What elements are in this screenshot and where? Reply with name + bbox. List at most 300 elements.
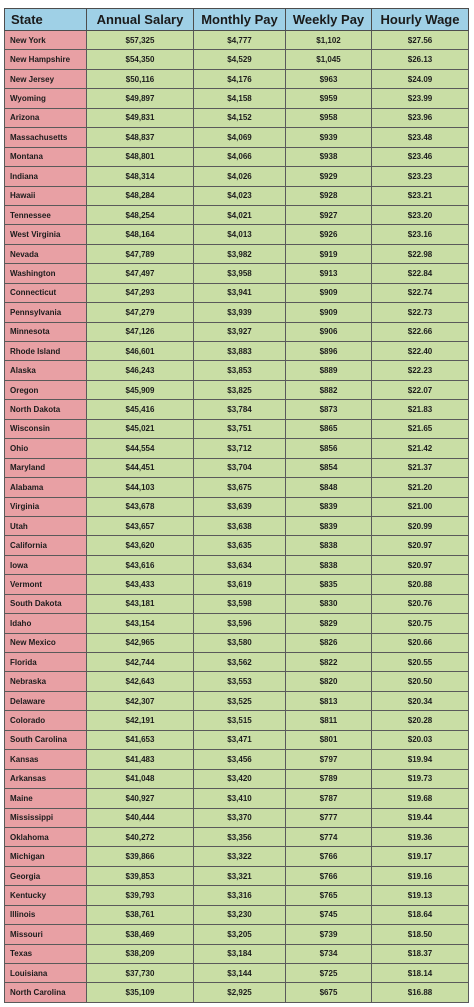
annual-salary-cell: $38,761 bbox=[87, 905, 194, 924]
weekly-pay-cell: $838 bbox=[286, 536, 372, 555]
annual-salary-cell: $43,620 bbox=[87, 536, 194, 555]
monthly-pay-cell: $4,013 bbox=[194, 225, 286, 244]
monthly-pay-cell: $3,704 bbox=[194, 458, 286, 477]
state-cell: Wisconsin bbox=[5, 419, 87, 438]
monthly-pay-cell: $4,026 bbox=[194, 167, 286, 186]
table-row bbox=[5, 147, 469, 166]
state-cell: Colorado bbox=[5, 711, 87, 730]
hourly-wage-cell: $24.09 bbox=[372, 69, 469, 88]
weekly-pay-cell: $873 bbox=[286, 400, 372, 419]
table-row bbox=[5, 886, 469, 905]
weekly-pay-cell: $909 bbox=[286, 283, 372, 302]
annual-salary-cell: $43,616 bbox=[87, 555, 194, 574]
table-row bbox=[5, 225, 469, 244]
hourly-wage-cell: $18.64 bbox=[372, 905, 469, 924]
table-row bbox=[5, 322, 469, 341]
monthly-pay-cell: $3,370 bbox=[194, 808, 286, 827]
weekly-pay-cell: $789 bbox=[286, 769, 372, 788]
annual-salary-cell: $46,601 bbox=[87, 342, 194, 361]
hourly-wage-cell: $20.50 bbox=[372, 672, 469, 691]
table-row bbox=[5, 672, 469, 691]
weekly-pay-cell: $777 bbox=[286, 808, 372, 827]
table-row bbox=[5, 866, 469, 885]
column-header-hourly-wage: Hourly Wage bbox=[372, 9, 469, 31]
weekly-pay-cell: $813 bbox=[286, 691, 372, 710]
weekly-pay-cell: $854 bbox=[286, 458, 372, 477]
table-row bbox=[5, 361, 469, 380]
weekly-pay-cell: $734 bbox=[286, 944, 372, 963]
table-row bbox=[5, 594, 469, 613]
hourly-wage-cell: $22.07 bbox=[372, 380, 469, 399]
table-row bbox=[5, 964, 469, 983]
weekly-pay-cell: $801 bbox=[286, 730, 372, 749]
monthly-pay-cell: $3,958 bbox=[194, 264, 286, 283]
state-cell: Pennsylvania bbox=[5, 303, 87, 322]
monthly-pay-cell: $3,675 bbox=[194, 478, 286, 497]
weekly-pay-cell: $913 bbox=[286, 264, 372, 283]
weekly-pay-cell: $829 bbox=[286, 614, 372, 633]
monthly-pay-cell: $3,230 bbox=[194, 905, 286, 924]
table-row bbox=[5, 439, 469, 458]
annual-salary-cell: $40,272 bbox=[87, 827, 194, 846]
monthly-pay-cell: $3,941 bbox=[194, 283, 286, 302]
monthly-pay-cell: $3,634 bbox=[194, 555, 286, 574]
annual-salary-cell: $47,126 bbox=[87, 322, 194, 341]
annual-salary-cell: $42,307 bbox=[87, 691, 194, 710]
weekly-pay-cell: $725 bbox=[286, 964, 372, 983]
hourly-wage-cell: $23.48 bbox=[372, 128, 469, 147]
weekly-pay-cell: $766 bbox=[286, 866, 372, 885]
state-cell: Missouri bbox=[5, 925, 87, 944]
weekly-pay-cell: $856 bbox=[286, 439, 372, 458]
table-row bbox=[5, 497, 469, 516]
monthly-pay-cell: $3,853 bbox=[194, 361, 286, 380]
hourly-wage-cell: $23.20 bbox=[372, 205, 469, 224]
hourly-wage-cell: $23.23 bbox=[372, 167, 469, 186]
table-row bbox=[5, 808, 469, 827]
monthly-pay-cell: $3,927 bbox=[194, 322, 286, 341]
monthly-pay-cell: $3,321 bbox=[194, 866, 286, 885]
hourly-wage-cell: $20.55 bbox=[372, 653, 469, 672]
table-row bbox=[5, 555, 469, 574]
table-row bbox=[5, 167, 469, 186]
monthly-pay-cell: $3,316 bbox=[194, 886, 286, 905]
monthly-pay-cell: $3,410 bbox=[194, 789, 286, 808]
hourly-wage-cell: $21.83 bbox=[372, 400, 469, 419]
weekly-pay-cell: $938 bbox=[286, 147, 372, 166]
state-cell: New Hampshire bbox=[5, 50, 87, 69]
table-row bbox=[5, 730, 469, 749]
column-header-monthly-pay: Monthly Pay bbox=[194, 9, 286, 31]
state-cell: Idaho bbox=[5, 614, 87, 633]
annual-salary-cell: $49,897 bbox=[87, 89, 194, 108]
annual-salary-cell: $42,191 bbox=[87, 711, 194, 730]
table-row bbox=[5, 458, 469, 477]
monthly-pay-cell: $3,553 bbox=[194, 672, 286, 691]
annual-salary-cell: $43,181 bbox=[87, 594, 194, 613]
hourly-wage-cell: $21.37 bbox=[372, 458, 469, 477]
table-row bbox=[5, 50, 469, 69]
weekly-pay-cell: $865 bbox=[286, 419, 372, 438]
annual-salary-cell: $43,657 bbox=[87, 516, 194, 535]
state-cell: Alaska bbox=[5, 361, 87, 380]
monthly-pay-cell: $3,420 bbox=[194, 769, 286, 788]
annual-salary-cell: $43,154 bbox=[87, 614, 194, 633]
annual-salary-cell: $50,116 bbox=[87, 69, 194, 88]
weekly-pay-cell: $826 bbox=[286, 633, 372, 652]
column-header-weekly-pay: Weekly Pay bbox=[286, 9, 372, 31]
monthly-pay-cell: $4,529 bbox=[194, 50, 286, 69]
weekly-pay-cell: $745 bbox=[286, 905, 372, 924]
table-body bbox=[5, 31, 469, 1003]
state-cell: Oklahoma bbox=[5, 827, 87, 846]
state-cell: New Mexico bbox=[5, 633, 87, 652]
annual-salary-cell: $45,909 bbox=[87, 380, 194, 399]
table-row bbox=[5, 633, 469, 652]
state-cell: Wyoming bbox=[5, 89, 87, 108]
state-cell: Illinois bbox=[5, 905, 87, 924]
state-cell: North Dakota bbox=[5, 400, 87, 419]
state-cell: Minnesota bbox=[5, 322, 87, 341]
weekly-pay-cell: $766 bbox=[286, 847, 372, 866]
monthly-pay-cell: $4,158 bbox=[194, 89, 286, 108]
monthly-pay-cell: $4,069 bbox=[194, 128, 286, 147]
table-row bbox=[5, 419, 469, 438]
table-row bbox=[5, 614, 469, 633]
monthly-pay-cell: $3,144 bbox=[194, 964, 286, 983]
weekly-pay-cell: $939 bbox=[286, 128, 372, 147]
state-cell: Montana bbox=[5, 147, 87, 166]
state-cell: Mississippi bbox=[5, 808, 87, 827]
table-row bbox=[5, 711, 469, 730]
weekly-pay-cell: $797 bbox=[286, 750, 372, 769]
hourly-wage-cell: $22.74 bbox=[372, 283, 469, 302]
monthly-pay-cell: $3,322 bbox=[194, 847, 286, 866]
state-cell: Louisiana bbox=[5, 964, 87, 983]
weekly-pay-cell: $811 bbox=[286, 711, 372, 730]
hourly-wage-cell: $21.42 bbox=[372, 439, 469, 458]
hourly-wage-cell: $20.97 bbox=[372, 555, 469, 574]
weekly-pay-cell: $774 bbox=[286, 827, 372, 846]
state-cell: New Jersey bbox=[5, 69, 87, 88]
state-cell: Rhode Island bbox=[5, 342, 87, 361]
annual-salary-cell: $48,801 bbox=[87, 147, 194, 166]
annual-salary-cell: $48,164 bbox=[87, 225, 194, 244]
state-cell: California bbox=[5, 536, 87, 555]
hourly-wage-cell: $20.97 bbox=[372, 536, 469, 555]
state-cell: Massachusetts bbox=[5, 128, 87, 147]
annual-salary-cell: $37,730 bbox=[87, 964, 194, 983]
weekly-pay-cell: $928 bbox=[286, 186, 372, 205]
monthly-pay-cell: $3,205 bbox=[194, 925, 286, 944]
monthly-pay-cell: $3,619 bbox=[194, 575, 286, 594]
table-row bbox=[5, 283, 469, 302]
weekly-pay-cell: $896 bbox=[286, 342, 372, 361]
annual-salary-cell: $42,643 bbox=[87, 672, 194, 691]
annual-salary-cell: $46,243 bbox=[87, 361, 194, 380]
annual-salary-cell: $47,279 bbox=[87, 303, 194, 322]
hourly-wage-cell: $26.13 bbox=[372, 50, 469, 69]
monthly-pay-cell: $3,784 bbox=[194, 400, 286, 419]
annual-salary-cell: $39,866 bbox=[87, 847, 194, 866]
column-header-state: State bbox=[5, 9, 87, 31]
table-row bbox=[5, 925, 469, 944]
annual-salary-cell: $41,653 bbox=[87, 730, 194, 749]
hourly-wage-cell: $21.65 bbox=[372, 419, 469, 438]
table-row bbox=[5, 205, 469, 224]
state-cell: Georgia bbox=[5, 866, 87, 885]
state-cell: West Virginia bbox=[5, 225, 87, 244]
monthly-pay-cell: $3,883 bbox=[194, 342, 286, 361]
weekly-pay-cell: $765 bbox=[286, 886, 372, 905]
state-cell: Arizona bbox=[5, 108, 87, 127]
monthly-pay-cell: $3,471 bbox=[194, 730, 286, 749]
table-row bbox=[5, 478, 469, 497]
hourly-wage-cell: $20.88 bbox=[372, 575, 469, 594]
table-row bbox=[5, 89, 469, 108]
weekly-pay-cell: $1,102 bbox=[286, 31, 372, 50]
table-row bbox=[5, 789, 469, 808]
table-row bbox=[5, 264, 469, 283]
weekly-pay-cell: $906 bbox=[286, 322, 372, 341]
annual-salary-cell: $57,325 bbox=[87, 31, 194, 50]
hourly-wage-cell: $22.84 bbox=[372, 264, 469, 283]
hourly-wage-cell: $18.14 bbox=[372, 964, 469, 983]
hourly-wage-cell: $21.20 bbox=[372, 478, 469, 497]
monthly-pay-cell: $4,152 bbox=[194, 108, 286, 127]
state-cell: Alabama bbox=[5, 478, 87, 497]
weekly-pay-cell: $958 bbox=[286, 108, 372, 127]
table-row bbox=[5, 380, 469, 399]
annual-salary-cell: $42,965 bbox=[87, 633, 194, 652]
monthly-pay-cell: $3,580 bbox=[194, 633, 286, 652]
hourly-wage-cell: $19.13 bbox=[372, 886, 469, 905]
table-row bbox=[5, 653, 469, 672]
salary-table bbox=[4, 8, 469, 1003]
table-row bbox=[5, 750, 469, 769]
monthly-pay-cell: $4,066 bbox=[194, 147, 286, 166]
annual-salary-cell: $38,209 bbox=[87, 944, 194, 963]
hourly-wage-cell: $23.99 bbox=[372, 89, 469, 108]
weekly-pay-cell: $839 bbox=[286, 516, 372, 535]
monthly-pay-cell: $3,635 bbox=[194, 536, 286, 555]
annual-salary-cell: $40,927 bbox=[87, 789, 194, 808]
table-row bbox=[5, 691, 469, 710]
hourly-wage-cell: $22.98 bbox=[372, 244, 469, 263]
annual-salary-cell: $48,254 bbox=[87, 205, 194, 224]
annual-salary-cell: $35,109 bbox=[87, 983, 194, 1002]
state-cell: Michigan bbox=[5, 847, 87, 866]
weekly-pay-cell: $927 bbox=[286, 205, 372, 224]
annual-salary-cell: $45,021 bbox=[87, 419, 194, 438]
annual-salary-cell: $41,048 bbox=[87, 769, 194, 788]
table-row bbox=[5, 244, 469, 263]
hourly-wage-cell: $23.16 bbox=[372, 225, 469, 244]
hourly-wage-cell: $23.46 bbox=[372, 147, 469, 166]
hourly-wage-cell: $20.76 bbox=[372, 594, 469, 613]
monthly-pay-cell: $3,515 bbox=[194, 711, 286, 730]
state-cell: Oregon bbox=[5, 380, 87, 399]
weekly-pay-cell: $830 bbox=[286, 594, 372, 613]
hourly-wage-cell: $20.34 bbox=[372, 691, 469, 710]
table-row bbox=[5, 944, 469, 963]
hourly-wage-cell: $18.50 bbox=[372, 925, 469, 944]
hourly-wage-cell: $20.75 bbox=[372, 614, 469, 633]
monthly-pay-cell: $3,598 bbox=[194, 594, 286, 613]
monthly-pay-cell: $3,751 bbox=[194, 419, 286, 438]
annual-salary-cell: $48,314 bbox=[87, 167, 194, 186]
table-row bbox=[5, 31, 469, 50]
table-row bbox=[5, 769, 469, 788]
monthly-pay-cell: $3,525 bbox=[194, 691, 286, 710]
state-cell: Ohio bbox=[5, 439, 87, 458]
weekly-pay-cell: $838 bbox=[286, 555, 372, 574]
annual-salary-cell: $47,789 bbox=[87, 244, 194, 263]
hourly-wage-cell: $16.88 bbox=[372, 983, 469, 1002]
table-row bbox=[5, 342, 469, 361]
monthly-pay-cell: $3,184 bbox=[194, 944, 286, 963]
weekly-pay-cell: $959 bbox=[286, 89, 372, 108]
state-cell: Nebraska bbox=[5, 672, 87, 691]
table-row bbox=[5, 108, 469, 127]
state-cell: Iowa bbox=[5, 555, 87, 574]
annual-salary-cell: $43,678 bbox=[87, 497, 194, 516]
annual-salary-cell: $44,103 bbox=[87, 478, 194, 497]
weekly-pay-cell: $882 bbox=[286, 380, 372, 399]
table-row bbox=[5, 400, 469, 419]
annual-salary-cell: $40,444 bbox=[87, 808, 194, 827]
monthly-pay-cell: $3,982 bbox=[194, 244, 286, 263]
table-row bbox=[5, 827, 469, 846]
weekly-pay-cell: $909 bbox=[286, 303, 372, 322]
table-row bbox=[5, 905, 469, 924]
state-cell: Connecticut bbox=[5, 283, 87, 302]
state-cell: South Carolina bbox=[5, 730, 87, 749]
monthly-pay-cell: $2,925 bbox=[194, 983, 286, 1002]
annual-salary-cell: $39,853 bbox=[87, 866, 194, 885]
annual-salary-cell: $47,293 bbox=[87, 283, 194, 302]
weekly-pay-cell: $739 bbox=[286, 925, 372, 944]
state-cell: Vermont bbox=[5, 575, 87, 594]
monthly-pay-cell: $4,021 bbox=[194, 205, 286, 224]
annual-salary-cell: $47,497 bbox=[87, 264, 194, 283]
weekly-pay-cell: $675 bbox=[286, 983, 372, 1002]
monthly-pay-cell: $3,596 bbox=[194, 614, 286, 633]
annual-salary-cell: $42,744 bbox=[87, 653, 194, 672]
hourly-wage-cell: $18.37 bbox=[372, 944, 469, 963]
annual-salary-cell: $38,469 bbox=[87, 925, 194, 944]
table-row bbox=[5, 128, 469, 147]
state-cell: Florida bbox=[5, 653, 87, 672]
table-row bbox=[5, 536, 469, 555]
annual-salary-cell: $49,831 bbox=[87, 108, 194, 127]
hourly-wage-cell: $22.23 bbox=[372, 361, 469, 380]
monthly-pay-cell: $3,639 bbox=[194, 497, 286, 516]
state-cell: Tennessee bbox=[5, 205, 87, 224]
hourly-wage-cell: $19.68 bbox=[372, 789, 469, 808]
monthly-pay-cell: $4,176 bbox=[194, 69, 286, 88]
state-cell: Maine bbox=[5, 789, 87, 808]
annual-salary-cell: $39,793 bbox=[87, 886, 194, 905]
salary-table-container bbox=[4, 8, 468, 1003]
annual-salary-cell: $44,554 bbox=[87, 439, 194, 458]
state-cell: Virginia bbox=[5, 497, 87, 516]
weekly-pay-cell: $919 bbox=[286, 244, 372, 263]
monthly-pay-cell: $4,023 bbox=[194, 186, 286, 205]
weekly-pay-cell: $1,045 bbox=[286, 50, 372, 69]
annual-salary-cell: $48,837 bbox=[87, 128, 194, 147]
monthly-pay-cell: $3,939 bbox=[194, 303, 286, 322]
monthly-pay-cell: $3,356 bbox=[194, 827, 286, 846]
table-row bbox=[5, 186, 469, 205]
hourly-wage-cell: $27.56 bbox=[372, 31, 469, 50]
hourly-wage-cell: $22.66 bbox=[372, 322, 469, 341]
annual-salary-cell: $41,483 bbox=[87, 750, 194, 769]
hourly-wage-cell: $22.73 bbox=[372, 303, 469, 322]
state-cell: Maryland bbox=[5, 458, 87, 477]
state-cell: Washington bbox=[5, 264, 87, 283]
hourly-wage-cell: $22.40 bbox=[372, 342, 469, 361]
state-cell: South Dakota bbox=[5, 594, 87, 613]
weekly-pay-cell: $963 bbox=[286, 69, 372, 88]
annual-salary-cell: $43,433 bbox=[87, 575, 194, 594]
table-row bbox=[5, 303, 469, 322]
table-row bbox=[5, 575, 469, 594]
weekly-pay-cell: $787 bbox=[286, 789, 372, 808]
hourly-wage-cell: $23.96 bbox=[372, 108, 469, 127]
state-cell: New York bbox=[5, 31, 87, 50]
weekly-pay-cell: $835 bbox=[286, 575, 372, 594]
state-cell: Kansas bbox=[5, 750, 87, 769]
hourly-wage-cell: $19.94 bbox=[372, 750, 469, 769]
state-cell: Texas bbox=[5, 944, 87, 963]
annual-salary-cell: $44,451 bbox=[87, 458, 194, 477]
weekly-pay-cell: $926 bbox=[286, 225, 372, 244]
annual-salary-cell: $45,416 bbox=[87, 400, 194, 419]
weekly-pay-cell: $848 bbox=[286, 478, 372, 497]
state-cell: North Carolina bbox=[5, 983, 87, 1002]
weekly-pay-cell: $839 bbox=[286, 497, 372, 516]
monthly-pay-cell: $3,638 bbox=[194, 516, 286, 535]
state-cell: Kentucky bbox=[5, 886, 87, 905]
header-row bbox=[5, 9, 469, 31]
hourly-wage-cell: $19.16 bbox=[372, 866, 469, 885]
monthly-pay-cell: $3,825 bbox=[194, 380, 286, 399]
hourly-wage-cell: $20.03 bbox=[372, 730, 469, 749]
monthly-pay-cell: $3,562 bbox=[194, 653, 286, 672]
hourly-wage-cell: $20.99 bbox=[372, 516, 469, 535]
table-row bbox=[5, 69, 469, 88]
hourly-wage-cell: $19.36 bbox=[372, 827, 469, 846]
weekly-pay-cell: $822 bbox=[286, 653, 372, 672]
hourly-wage-cell: $19.73 bbox=[372, 769, 469, 788]
table-row bbox=[5, 983, 469, 1002]
state-cell: Nevada bbox=[5, 244, 87, 263]
monthly-pay-cell: $4,777 bbox=[194, 31, 286, 50]
hourly-wage-cell: $23.21 bbox=[372, 186, 469, 205]
table-row bbox=[5, 847, 469, 866]
annual-salary-cell: $54,350 bbox=[87, 50, 194, 69]
weekly-pay-cell: $929 bbox=[286, 167, 372, 186]
monthly-pay-cell: $3,712 bbox=[194, 439, 286, 458]
state-cell: Hawaii bbox=[5, 186, 87, 205]
column-header-annual-salary: Annual Salary bbox=[87, 9, 194, 31]
table-row bbox=[5, 516, 469, 535]
hourly-wage-cell: $20.28 bbox=[372, 711, 469, 730]
state-cell: Indiana bbox=[5, 167, 87, 186]
state-cell: Delaware bbox=[5, 691, 87, 710]
state-cell: Utah bbox=[5, 516, 87, 535]
